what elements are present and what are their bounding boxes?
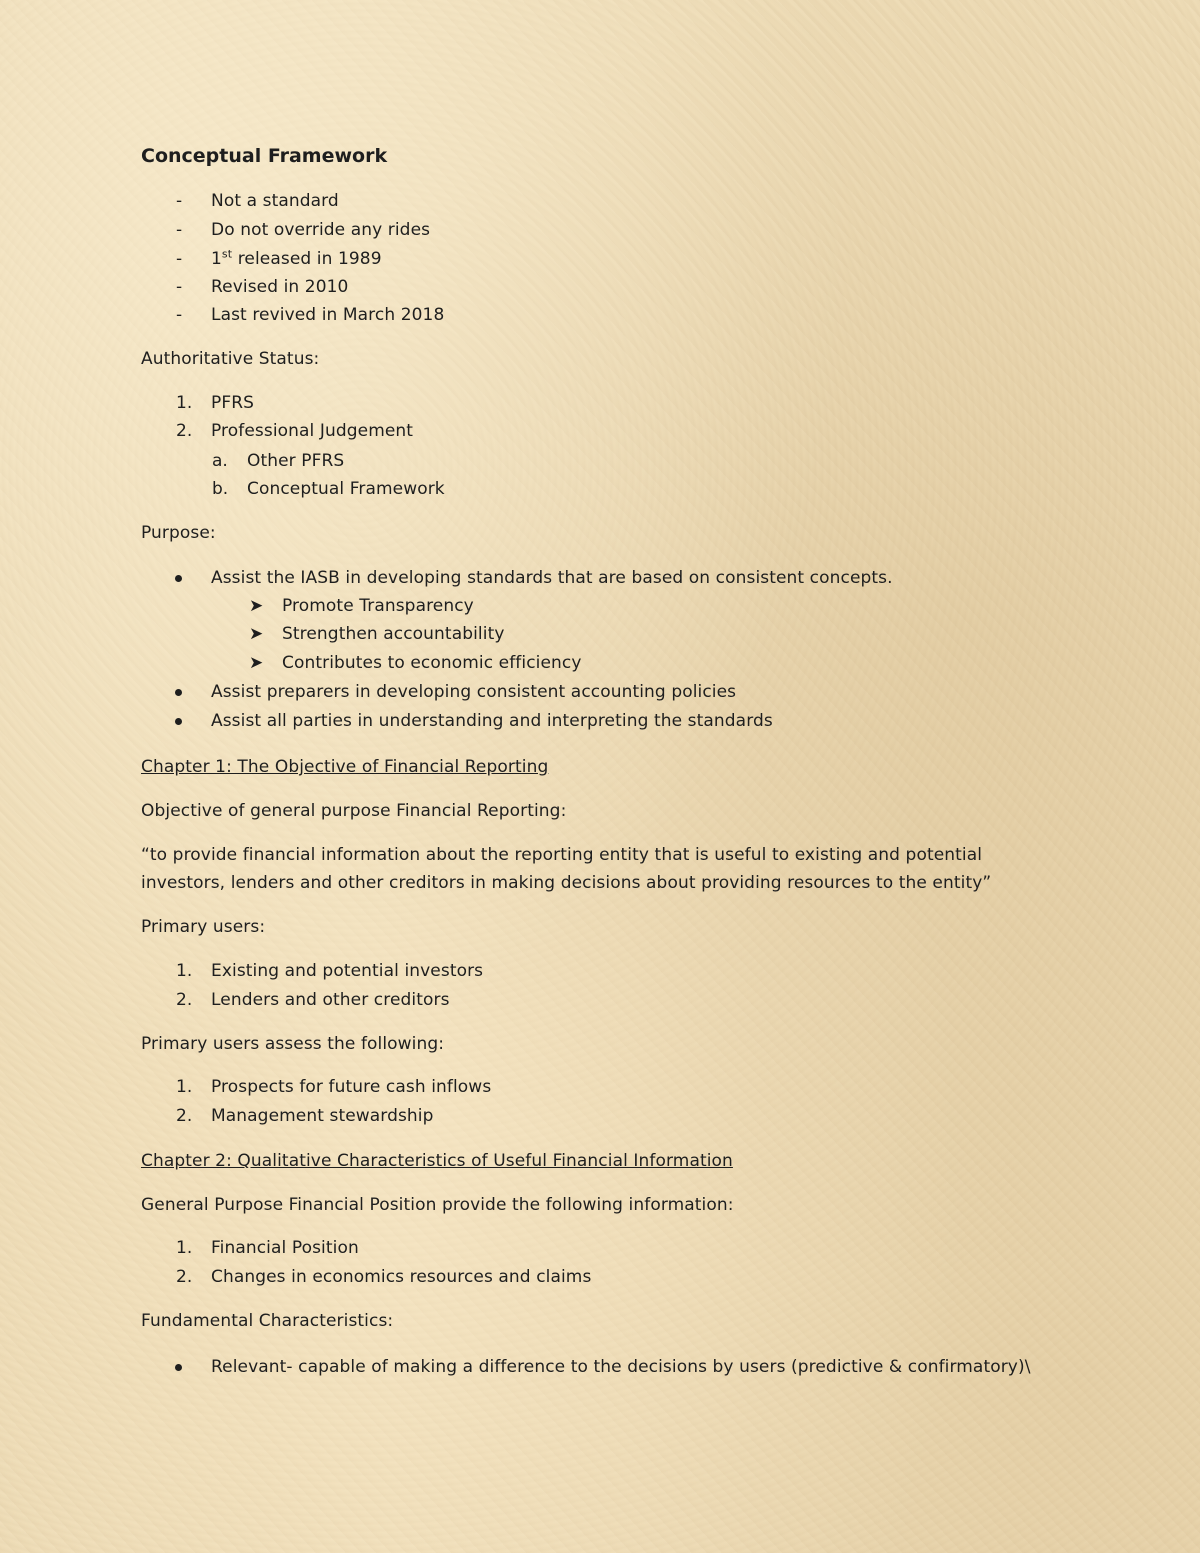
number-marker: 1. xyxy=(176,961,193,981)
quote-text: investors, lenders and other creditors in making decisions about providing resources to the entity” xyxy=(141,873,992,893)
list-item: Revised in 2010 xyxy=(211,277,349,297)
bullet-icon xyxy=(175,689,182,696)
list-item: Existing and potential investors xyxy=(211,961,484,981)
section-label: Fundamental Characteristics: xyxy=(141,1311,394,1331)
bullet-item: Assist all parties in understanding and interpreting the standards xyxy=(211,711,773,731)
number-marker: 1. xyxy=(176,393,193,413)
dash-marker: - xyxy=(176,305,183,325)
arrow-bullet-icon: ➤ xyxy=(249,653,264,673)
sub-bullet-item: Strengthen accountability xyxy=(282,624,505,644)
bullet-item: Assist preparers in developing consistent accounting policies xyxy=(211,682,737,702)
section-label: General Purpose Financial Position provide the following information: xyxy=(141,1195,734,1215)
arrow-bullet-icon: ➤ xyxy=(249,624,264,644)
bullet-icon xyxy=(175,1364,182,1371)
number-marker: 2. xyxy=(176,1267,193,1287)
number-marker: 2. xyxy=(176,990,193,1010)
bullet-item: Assist the IASB in developing standards that are based on consistent concepts. xyxy=(211,568,893,588)
number-marker: 2. xyxy=(176,421,193,441)
section-label: Purpose: xyxy=(141,523,216,543)
quote-text: “to provide financial information about the reporting entity that is useful to existing and potential xyxy=(141,845,983,865)
list-subitem: Conceptual Framework xyxy=(247,479,445,499)
chapter-heading: Chapter 1: The Objective of Financial Reporting xyxy=(141,757,549,777)
number-marker: 2. xyxy=(176,1106,193,1126)
list-item: Management stewardship xyxy=(211,1106,434,1126)
list-item: Lenders and other creditors xyxy=(211,990,450,1010)
list-item: 1st released in 1989 xyxy=(211,247,382,269)
list-item: Not a standard xyxy=(211,191,339,211)
chapter-heading: Chapter 2: Qualitative Characteristics of Useful Financial Information xyxy=(141,1151,733,1171)
list-item: Professional Judgement xyxy=(211,421,414,441)
section-label: Primary users assess the following: xyxy=(141,1034,445,1054)
list-item: Financial Position xyxy=(211,1238,359,1258)
section-label: Objective of general purpose Financial Reporting: xyxy=(141,801,567,821)
section-label: Primary users: xyxy=(141,917,266,937)
dash-marker: - xyxy=(176,249,183,269)
list-item: Prospects for future cash inflows xyxy=(211,1077,492,1097)
arrow-bullet-icon: ➤ xyxy=(249,596,264,616)
list-item: Changes in economics resources and claims xyxy=(211,1267,592,1287)
list-item: Last revived in March 2018 xyxy=(211,305,445,325)
list-subitem: Other PFRS xyxy=(247,451,345,471)
list-item: PFRS xyxy=(211,393,255,413)
letter-marker: b. xyxy=(212,479,229,499)
sub-bullet-item: Promote Transparency xyxy=(282,596,474,616)
section-label: Authoritative Status: xyxy=(141,349,320,369)
dash-marker: - xyxy=(176,277,183,297)
sub-bullet-item: Contributes to economic efficiency xyxy=(282,653,582,673)
dash-marker: - xyxy=(176,191,183,211)
dash-marker: - xyxy=(176,220,183,240)
bullet-icon xyxy=(175,718,182,725)
letter-marker: a. xyxy=(212,451,228,471)
number-marker: 1. xyxy=(176,1077,193,1097)
bullet-icon xyxy=(175,575,182,582)
list-item: Do not override any rides xyxy=(211,220,431,240)
bullet-item: Relevant- capable of making a difference to the decisions by users (predictive & confirmatory)\ xyxy=(211,1357,1031,1377)
page-title: Conceptual Framework xyxy=(141,145,388,167)
number-marker: 1. xyxy=(176,1238,193,1258)
